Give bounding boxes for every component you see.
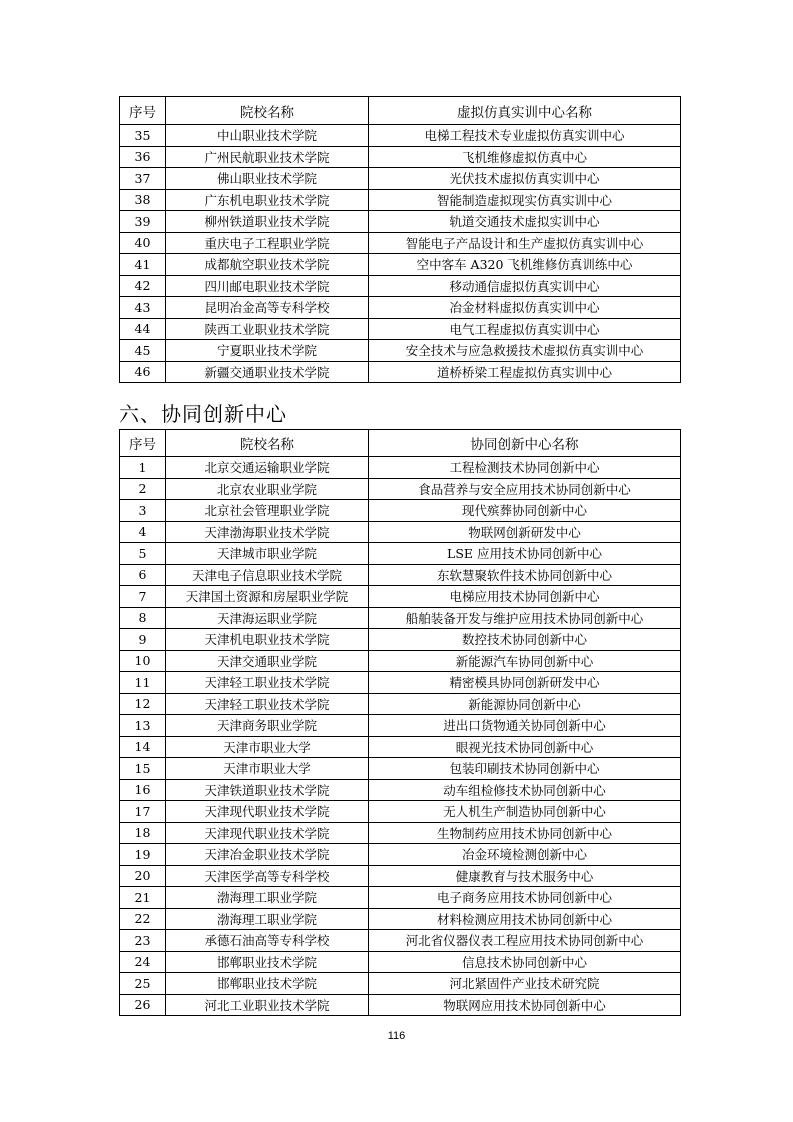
table-row <box>120 607 681 629</box>
cell-school-name: 天津铁道职业技术学院 <box>166 779 369 801</box>
cell-school-name: 天津海运职业学院 <box>166 607 369 629</box>
cell-center-name: 移动通信虚拟仿真实训中心 <box>369 275 681 297</box>
column-header-center: 虚拟仿真实训中心名称 <box>369 97 681 125</box>
table-header-row <box>120 97 681 125</box>
cell-index: 38 <box>120 189 166 211</box>
table-row <box>120 650 681 672</box>
section-title: 六、协同创新中心 <box>119 402 287 426</box>
table-row <box>120 189 681 211</box>
table-row <box>120 822 681 844</box>
cell-center-name: 数控技术协同创新中心 <box>369 629 681 651</box>
cell-index: 12 <box>120 693 166 715</box>
cell-center-name: 现代殡葬协同创新中心 <box>369 500 681 522</box>
table-row <box>120 457 681 479</box>
table-row <box>120 125 681 147</box>
cell-school-name: 中山职业技术学院 <box>166 125 369 147</box>
cell-school-name: 天津渤海职业技术学院 <box>166 521 369 543</box>
cell-school-name: 渤海理工职业学院 <box>166 908 369 930</box>
table-row <box>120 715 681 737</box>
table-row <box>120 887 681 909</box>
table-row <box>120 211 681 233</box>
cell-center-name: 道桥桥梁工程虚拟仿真实训中心 <box>369 361 681 383</box>
cell-center-name: 河北紧固件产业技术研究院 <box>369 973 681 995</box>
table-row <box>120 478 681 500</box>
table-row <box>120 297 681 319</box>
cell-center-name: 食品营养与安全应用技术协同创新中心 <box>369 478 681 500</box>
cell-index: 11 <box>120 672 166 694</box>
cell-school-name: 天津冶金职业技术学院 <box>166 844 369 866</box>
cell-index: 44 <box>120 318 166 340</box>
table-row <box>120 693 681 715</box>
cell-index: 19 <box>120 844 166 866</box>
cell-school-name: 北京社会管理职业学院 <box>166 500 369 522</box>
table-row <box>120 586 681 608</box>
cell-index: 14 <box>120 736 166 758</box>
cell-center-name: 光伏技术虚拟仿真实训中心 <box>369 168 681 190</box>
column-header-index: 序号 <box>120 430 166 457</box>
cell-school-name: 北京交通运输职业学院 <box>166 457 369 479</box>
cell-index: 42 <box>120 275 166 297</box>
table-row <box>120 758 681 780</box>
cell-school-name: 天津轻工职业技术学院 <box>166 693 369 715</box>
cell-index: 43 <box>120 297 166 319</box>
cell-center-name: 精密模具协同创新研发中心 <box>369 672 681 694</box>
cell-school-name: 成都航空职业技术学院 <box>166 254 369 276</box>
cell-index: 46 <box>120 361 166 383</box>
cell-school-name: 昆明冶金高等专科学校 <box>166 297 369 319</box>
table-body <box>120 457 681 1016</box>
page-number: 116 <box>387 1030 406 1042</box>
table-row <box>120 951 681 973</box>
cell-index: 10 <box>120 650 166 672</box>
cell-index: 40 <box>120 232 166 254</box>
cell-center-name: 材料检测应用技术协同创新中心 <box>369 908 681 930</box>
cell-school-name: 天津医学高等专科学校 <box>166 865 369 887</box>
cell-center-name: 生物制药应用技术协同创新中心 <box>369 822 681 844</box>
cell-index: 21 <box>120 887 166 909</box>
cell-center-name: 信息技术协同创新中心 <box>369 951 681 973</box>
cell-index: 4 <box>120 521 166 543</box>
table-row <box>120 801 681 823</box>
cell-index: 6 <box>120 564 166 586</box>
table-row <box>120 564 681 586</box>
table-row <box>120 994 681 1016</box>
cell-index: 9 <box>120 629 166 651</box>
cell-school-name: 天津国土资源和房屋职业学院 <box>166 586 369 608</box>
cell-index: 7 <box>120 586 166 608</box>
cell-index: 18 <box>120 822 166 844</box>
cell-center-name: LSE 应用技术协同创新中心 <box>369 543 681 565</box>
table-row <box>120 521 681 543</box>
table-row <box>120 500 681 522</box>
cell-index: 24 <box>120 951 166 973</box>
table-header-row <box>120 430 681 457</box>
cell-school-name: 四川邮电职业技术学院 <box>166 275 369 297</box>
table-row <box>120 318 681 340</box>
cell-school-name: 北京农业职业学院 <box>166 478 369 500</box>
cell-center-name: 工程检测技术协同创新中心 <box>369 457 681 479</box>
cell-center-name: 智能制造虚拟现实仿真实训中心 <box>369 189 681 211</box>
column-header-center: 协同创新中心名称 <box>369 430 681 457</box>
cell-school-name: 天津交通职业学院 <box>166 650 369 672</box>
cell-school-name: 天津市职业大学 <box>166 736 369 758</box>
table-row <box>120 736 681 758</box>
column-header-school: 院校名称 <box>166 430 369 457</box>
cell-index: 13 <box>120 715 166 737</box>
table-body <box>120 125 681 383</box>
cell-center-name: 眼视光技术协同创新中心 <box>369 736 681 758</box>
cell-center-name: 东软慧聚软件技术协同创新中心 <box>369 564 681 586</box>
cell-center-name: 无人机生产制造协同创新中心 <box>369 801 681 823</box>
table-row <box>120 340 681 362</box>
table-row <box>120 146 681 168</box>
cell-center-name: 物联网应用技术协同创新中心 <box>369 994 681 1016</box>
cell-index: 1 <box>120 457 166 479</box>
cell-school-name: 柳州铁道职业技术学院 <box>166 211 369 233</box>
cell-index: 23 <box>120 930 166 952</box>
table-row <box>120 672 681 694</box>
cell-school-name: 承德石油高等专科学校 <box>166 930 369 952</box>
cell-school-name: 天津电子信息职业技术学院 <box>166 564 369 586</box>
cell-index: 35 <box>120 125 166 147</box>
cell-center-name: 电子商务应用技术协同创新中心 <box>369 887 681 909</box>
cell-school-name: 邯郸职业技术学院 <box>166 973 369 995</box>
table-row <box>120 908 681 930</box>
table-row <box>120 930 681 952</box>
cell-center-name: 轨道交通技术虚拟实训中心 <box>369 211 681 233</box>
cell-index: 26 <box>120 994 166 1016</box>
cell-center-name: 健康教育与技术服务中心 <box>369 865 681 887</box>
table-row <box>120 168 681 190</box>
cell-school-name: 重庆电子工程职业学院 <box>166 232 369 254</box>
cell-index: 8 <box>120 607 166 629</box>
cell-center-name: 电梯应用技术协同创新中心 <box>369 586 681 608</box>
cell-index: 22 <box>120 908 166 930</box>
cell-school-name: 佛山职业技术学院 <box>166 168 369 190</box>
cell-school-name: 天津轻工职业技术学院 <box>166 672 369 694</box>
cell-index: 45 <box>120 340 166 362</box>
table-row <box>120 361 681 383</box>
table-row <box>120 254 681 276</box>
cell-center-name: 包装印刷技术协同创新中心 <box>369 758 681 780</box>
cell-center-name: 电梯工程技术专业虚拟仿真实训中心 <box>369 125 681 147</box>
cell-school-name: 渤海理工职业学院 <box>166 887 369 909</box>
cell-index: 20 <box>120 865 166 887</box>
table-row <box>120 779 681 801</box>
cell-school-name: 邯郸职业技术学院 <box>166 951 369 973</box>
cell-index: 17 <box>120 801 166 823</box>
cell-index: 16 <box>120 779 166 801</box>
cell-center-name: 动车组检修技术协同创新中心 <box>369 779 681 801</box>
cell-center-name: 船舶装备开发与维护应用技术协同创新中心 <box>369 607 681 629</box>
column-header-index: 序号 <box>120 97 166 125</box>
virtual-sim-center-table <box>119 96 681 383</box>
cell-school-name: 天津现代职业技术学院 <box>166 801 369 823</box>
table-row <box>120 543 681 565</box>
cell-school-name: 天津现代职业技术学院 <box>166 822 369 844</box>
cell-center-name: 冶金环境检测创新中心 <box>369 844 681 866</box>
cell-center-name: 物联网创新研发中心 <box>369 521 681 543</box>
cell-school-name: 天津商务职业学院 <box>166 715 369 737</box>
cell-center-name: 电气工程虚拟仿真实训中心 <box>369 318 681 340</box>
cell-index: 3 <box>120 500 166 522</box>
table-row <box>120 629 681 651</box>
cell-center-name: 安全技术与应急救援技术虚拟仿真实训中心 <box>369 340 681 362</box>
cell-school-name: 广州民航职业技术学院 <box>166 146 369 168</box>
cell-index: 37 <box>120 168 166 190</box>
cell-index: 25 <box>120 973 166 995</box>
cell-index: 15 <box>120 758 166 780</box>
column-header-school: 院校名称 <box>166 97 369 125</box>
table-row <box>120 844 681 866</box>
cell-school-name: 新疆交通职业技术学院 <box>166 361 369 383</box>
cell-center-name: 河北省仪器仪表工程应用技术协同创新中心 <box>369 930 681 952</box>
cell-center-name: 新能源汽车协同创新中心 <box>369 650 681 672</box>
cell-school-name: 天津城市职业学院 <box>166 543 369 565</box>
cell-school-name: 宁夏职业技术学院 <box>166 340 369 362</box>
table-row <box>120 865 681 887</box>
cell-center-name: 空中客车 A320 飞机维修仿真训练中心 <box>369 254 681 276</box>
cell-index: 41 <box>120 254 166 276</box>
cell-school-name: 广东机电职业技术学院 <box>166 189 369 211</box>
cell-center-name: 新能源协同创新中心 <box>369 693 681 715</box>
cell-school-name: 天津市职业大学 <box>166 758 369 780</box>
cell-center-name: 进出口货物通关协同创新中心 <box>369 715 681 737</box>
table-row <box>120 973 681 995</box>
table-row <box>120 232 681 254</box>
cell-school-name: 河北工业职业技术学院 <box>166 994 369 1016</box>
cell-center-name: 飞机维修虚拟仿真中心 <box>369 146 681 168</box>
cell-center-name: 智能电子产品设计和生产虚拟仿真实训中心 <box>369 232 681 254</box>
cell-school-name: 陕西工业职业技术学院 <box>166 318 369 340</box>
cell-index: 2 <box>120 478 166 500</box>
cell-index: 36 <box>120 146 166 168</box>
cell-center-name: 冶金材料虚拟仿真实训中心 <box>369 297 681 319</box>
cell-school-name: 天津机电职业技术学院 <box>166 629 369 651</box>
cell-index: 5 <box>120 543 166 565</box>
collaborative-innovation-center-table <box>119 429 681 1016</box>
cell-index: 39 <box>120 211 166 233</box>
table-row <box>120 275 681 297</box>
